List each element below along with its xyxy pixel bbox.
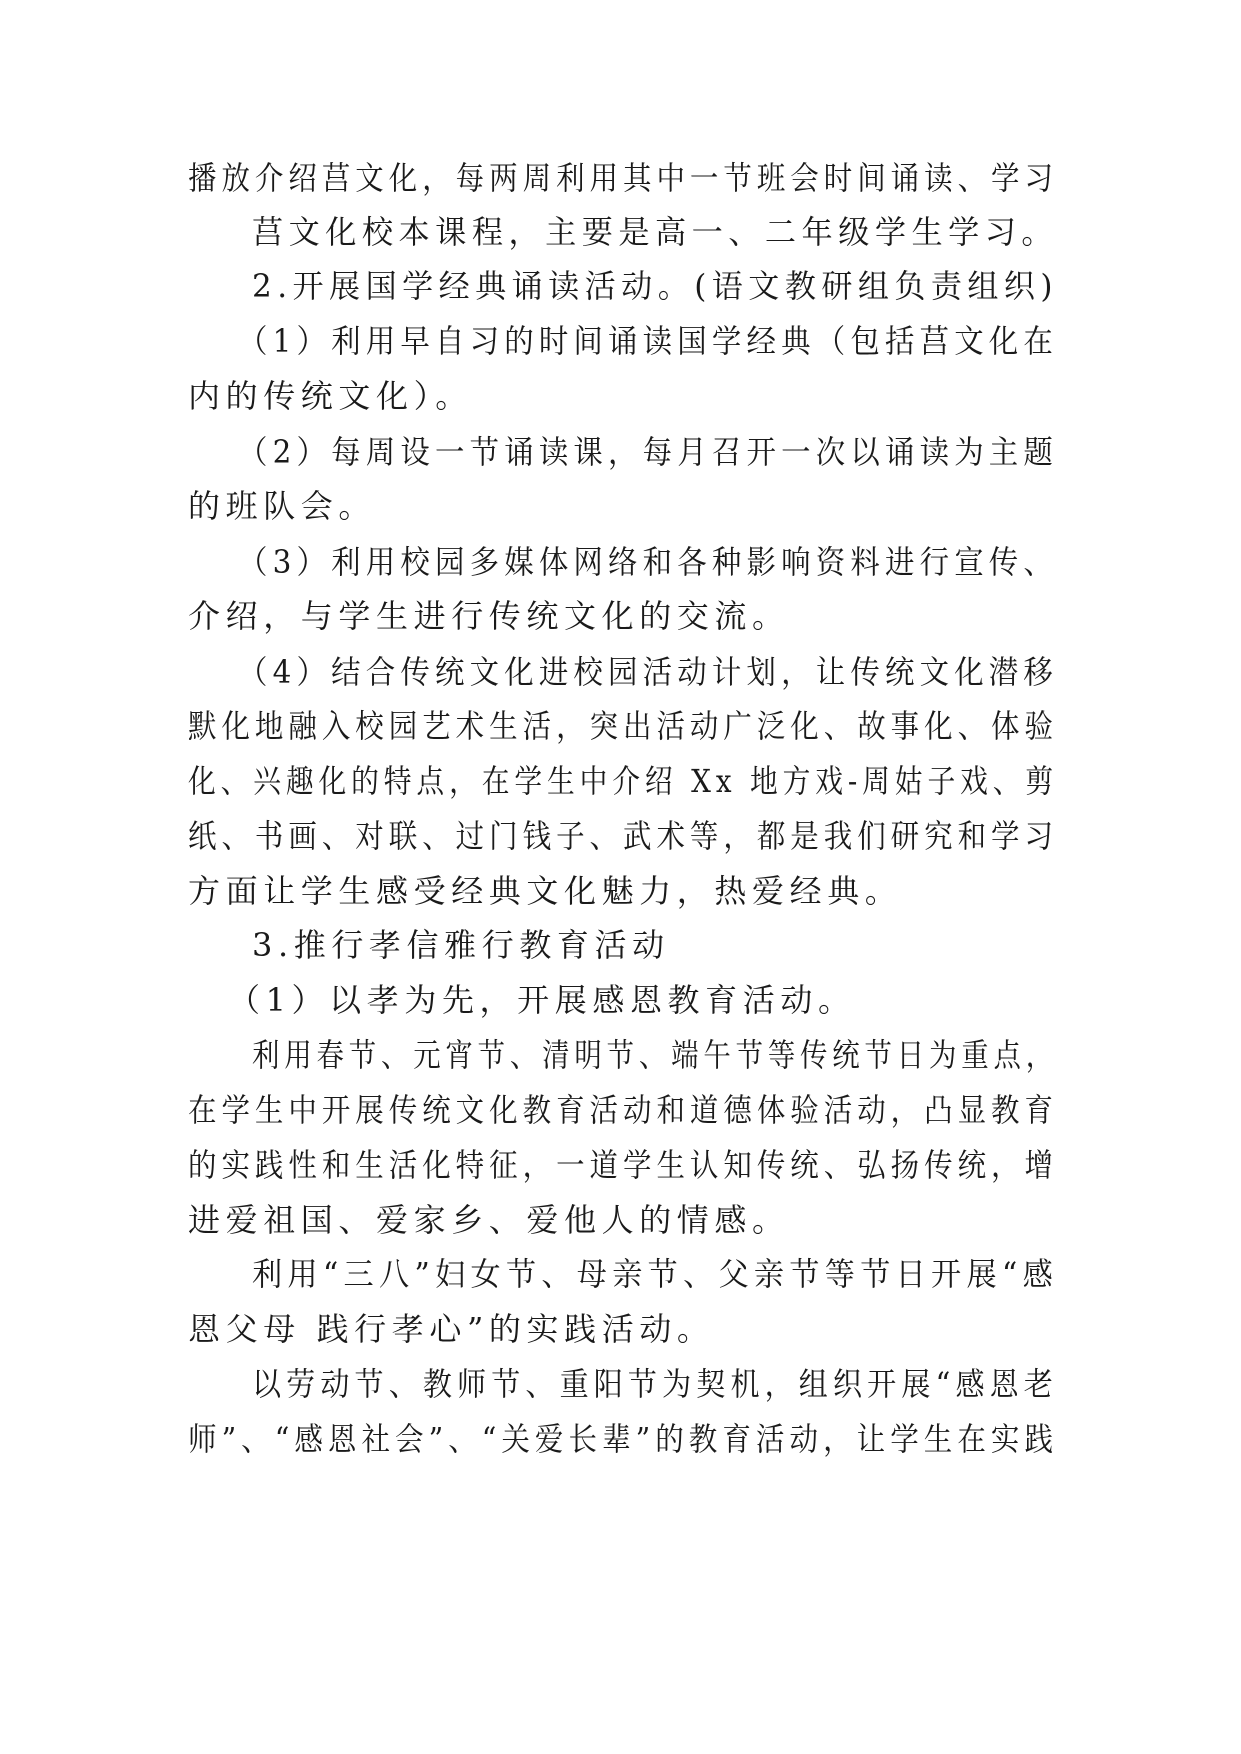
- text-line: 以劳动节、教师节、重阳节为契机，组织开展“感恩老: [252, 1365, 1058, 1403]
- text-line: （3）利用校园多媒体网络和各种影响资料进行宣传、: [238, 543, 1059, 581]
- text-line: 方面让学生感受经典文化魅力，热爱经典。: [188, 872, 903, 910]
- text-line: 默化地融入校园艺术生活，突出活动广泛化、故事化、体验: [188, 707, 1058, 745]
- section-heading: 2.开展国学经典诵读活动。(语文教研组负责组织): [252, 267, 1059, 305]
- text-line: 利用“三八”妇女节、母亲节、父亲节等节日开展“感: [252, 1255, 1059, 1293]
- text-line: （1）以孝为先，开展感恩教育活动。: [228, 981, 856, 1019]
- text-line: 内的传统文化）。: [188, 377, 473, 415]
- text-line: （1）利用早自习的时间诵读国学经典（包括莒文化在: [238, 322, 1059, 360]
- text-line: 利用春节、元宵节、清明节、端午节等传统节日为重点，: [252, 1036, 1058, 1074]
- text-line: （2）每周设一节诵读课，每月召开一次以诵读为主题: [238, 433, 1059, 471]
- text-line: 莒文化校本课程，主要是高一、二年级学生学习。: [252, 213, 1059, 251]
- text-line: 恩父母 践行孝心”的实践活动。: [188, 1310, 715, 1348]
- text-line: 化、兴趣化的特点，在学生中介绍 Xx 地方戏-周姑子戏、剪: [188, 762, 1058, 800]
- section-heading: 3.推行孝信雅行教育活动: [252, 926, 670, 964]
- text-line: 进爱祖国、爱家乡、爱他人的情感。: [188, 1201, 790, 1239]
- text-line: 播放介绍莒文化，每两周利用其中一节班会时间诵读、学习: [188, 159, 1058, 197]
- text-line: （4）结合传统文化进校园活动计划，让传统文化潜移: [238, 653, 1059, 691]
- text-line: 师”、“感恩社会”、“关爱长辈”的教育活动，让学生在实践: [188, 1420, 1059, 1458]
- text-line: 介绍，与学生进行传统文化的交流。: [188, 597, 790, 635]
- text-line: 的实践性和生活化特征，一道学生认知传统、弘扬传统，增: [188, 1146, 1058, 1184]
- text-line: 纸、书画、对联、过门钱子、武术等，都是我们研究和学习: [188, 817, 1058, 855]
- text-line: 的班队会。: [188, 487, 377, 525]
- text-line: 在学生中开展传统文化教育活动和道德体验活动，凸显教育: [188, 1091, 1058, 1129]
